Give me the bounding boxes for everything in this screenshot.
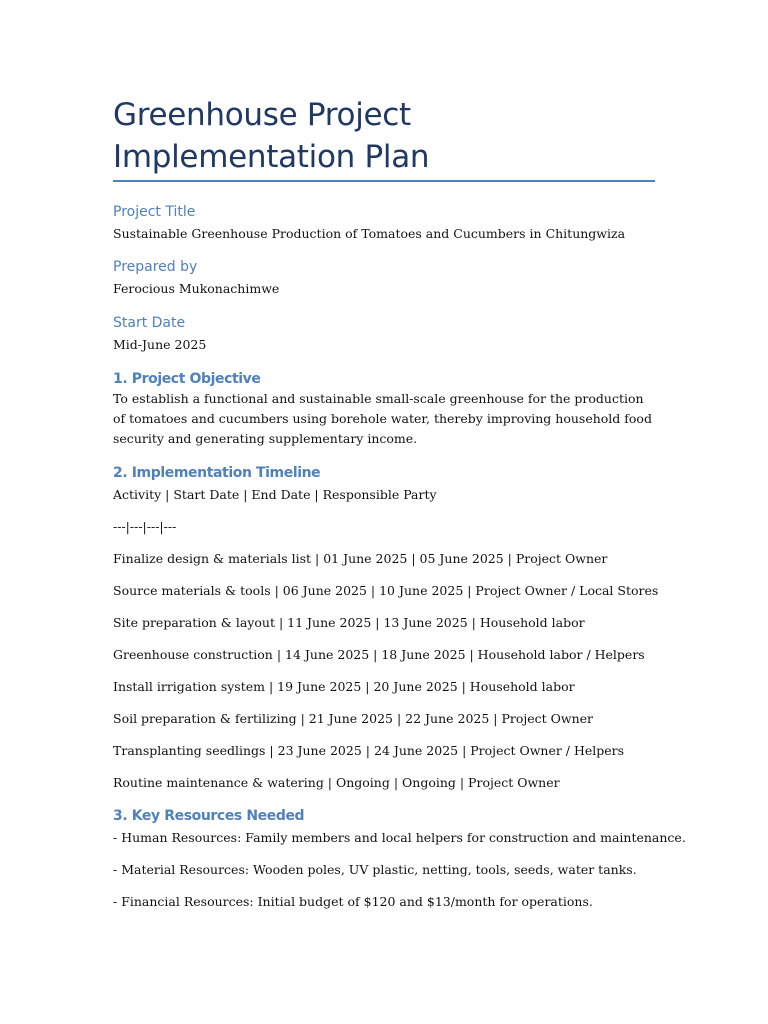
objective-text: To establish a functional and sustainable small-scale greenhouse for the production of tomatoes and cucumbers using borehole water, thereby improving household food security and generating supplementary income. xyxy=(113,391,652,446)
title-underline xyxy=(113,180,655,182)
timeline-row: Install irrigation system | 19 June 2025 | 20 June 2025 | Household labor xyxy=(113,679,575,694)
prepared-by-text: Ferocious Mukonachimwe xyxy=(113,281,280,296)
prepared-by-heading: Prepared by xyxy=(113,259,198,275)
start-date-heading: Start Date xyxy=(113,315,186,331)
project-title-heading: Project Title xyxy=(113,204,196,220)
timeline-row: Greenhouse construction | 14 June 2025 | 18 June 2025 | Household labor / Helpers xyxy=(113,647,645,662)
objective-heading: 1. Project Objective xyxy=(113,371,261,387)
resource-item-material: - Material Resources: Wooden poles, UV plastic, netting, tools, seeds, water tanks. xyxy=(113,862,637,877)
start-date-text: Mid-June 2025 xyxy=(113,337,207,352)
document-title: Greenhouse Project Implementation Plan xyxy=(113,97,430,175)
timeline-row: Routine maintenance & watering | Ongoing | Ongoing | Project Owner xyxy=(113,775,560,790)
resources-heading: 3. Key Resources Needed xyxy=(113,808,305,824)
resource-item-financial: - Financial Resources: Initial budget of $120 and $13/month for operations. xyxy=(113,894,593,909)
resource-item-human: - Human Resources: Family members and local helpers for construction and maintenance. xyxy=(113,830,686,845)
timeline-row: Source materials & tools | 06 June 2025 | 10 June 2025 | Project Owner / Local Stores xyxy=(113,583,659,598)
timeline-row: Transplanting seedlings | 23 June 2025 | 24 June 2025 | Project Owner / Helpers xyxy=(113,743,625,758)
timeline-header: Activity | Start Date | End Date | Responsible Party xyxy=(113,487,437,502)
timeline-row: Finalize design & materials list | 01 June 2025 | 05 June 2025 | Project Owner xyxy=(113,551,608,566)
timeline-row: Soil preparation & fertilizing | 21 June 2025 | 22 June 2025 | Project Owner xyxy=(113,711,594,726)
timeline-heading: 2. Implementation Timeline xyxy=(113,465,321,481)
timeline-separator: ---|---|---|--- xyxy=(113,519,177,534)
timeline-row: Site preparation & layout | 11 June 2025 | 13 June 2025 | Household labor xyxy=(113,615,585,630)
project-title-text: Sustainable Greenhouse Production of Tomatoes and Cucumbers in Chitungwiza xyxy=(113,226,626,241)
